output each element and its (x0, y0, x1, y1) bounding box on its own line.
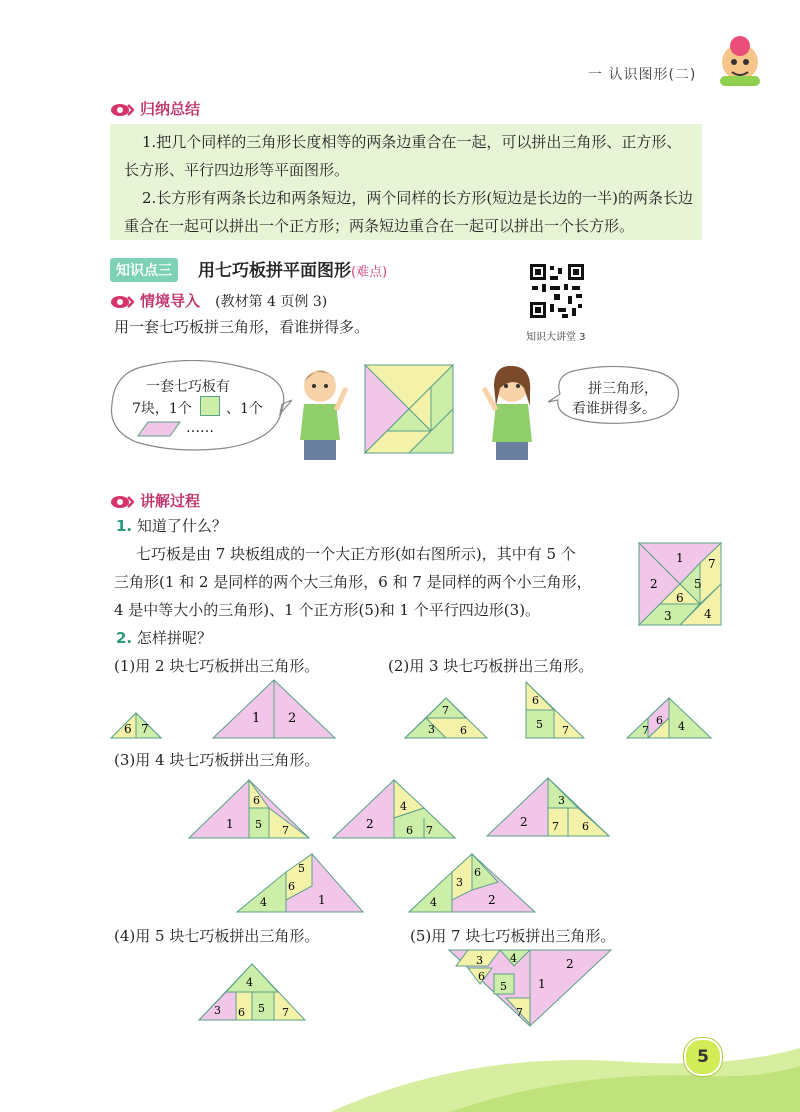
square-piece-swatch (200, 396, 220, 416)
label-7: 7 (442, 704, 449, 717)
label-5: 5 (258, 1002, 265, 1015)
diagram-label-6: 6 (676, 591, 684, 605)
step-4-label: (4)用 5 块七巧板拼出三角形。 (114, 927, 320, 945)
eye-bullet-icon (110, 295, 134, 309)
question-1 (116, 512, 227, 540)
label-5: 5 (500, 980, 507, 993)
question-1-text: 知道了什么？ (136, 517, 227, 535)
diagram-label-1: 1 (676, 551, 684, 565)
summary-title: 归纳总结 (140, 100, 201, 118)
label-6: 6 (124, 722, 132, 736)
knowledge-point-title-text: 用七巧板拼平面图形 (198, 261, 351, 281)
eye-bullet-icon (110, 495, 134, 509)
difficulty-tag: (难点) (351, 265, 388, 280)
intro-title: 情境导入 (140, 292, 201, 310)
label-2: 2 (520, 815, 528, 829)
question-2-number: 2. (116, 629, 133, 647)
label-7: 7 (516, 1006, 523, 1019)
q1-line-2: 三角形(1 和 2 是同样的两个大三角形，6 和 7 是同样的两个小三角形， (114, 573, 592, 591)
step3-triangle-e (408, 852, 536, 914)
summary-heading (110, 98, 200, 119)
label-6: 6 (238, 1006, 245, 1019)
label-7: 7 (642, 724, 649, 737)
label-2: 2 (488, 893, 496, 907)
tangram-square-illustration (364, 364, 454, 454)
label-6: 6 (478, 970, 485, 983)
label-7: 7 (552, 820, 559, 833)
label-6: 6 (406, 824, 413, 837)
label-2: 2 (366, 817, 374, 831)
girl-illustration (474, 362, 544, 464)
tangram-numbered-diagram (638, 542, 722, 626)
label-1: 1 (226, 817, 234, 831)
label-5: 5 (298, 862, 305, 875)
step3-triangle-c (486, 776, 610, 838)
label-7: 7 (141, 722, 149, 736)
step3-triangle-d (236, 852, 364, 914)
boy-illustration (290, 364, 354, 464)
label-7: 7 (426, 824, 433, 837)
bubble-left-line2a: 7块，1个 (132, 401, 192, 417)
diagram-label-2: 2 (650, 577, 658, 591)
intro-heading (110, 290, 327, 311)
step-3-label: (3)用 4 块七巧板拼出三角形。 (114, 751, 320, 769)
explain-title: 讲解过程 (140, 492, 201, 510)
intro-reference: (教材第 4 页例 3) (215, 294, 328, 310)
label-2: 2 (288, 711, 297, 726)
bubble-right-line1: 拼三角形， (588, 381, 658, 397)
chapter-header: 一 认识图形(二) (588, 67, 697, 83)
diagram-label-5: 5 (694, 577, 702, 591)
step3-triangle-a (188, 778, 310, 840)
label-6: 6 (532, 694, 539, 707)
footer-wave-decoration (330, 1040, 800, 1112)
label-1: 1 (252, 711, 261, 726)
question-1-number: 1. (116, 517, 133, 535)
label-4: 4 (246, 976, 253, 989)
q1-line-1: 七巧板是由 7 块板组成的一个大正方形(如右图所示)，其中有 5 个 (136, 545, 576, 563)
step2-triangle-a (404, 696, 488, 740)
label-3: 3 (476, 954, 483, 967)
qr-caption: 知识大讲堂 3 (526, 332, 586, 343)
question-2-text: 怎样拼呢？ (136, 629, 212, 647)
step4-triangle (198, 962, 306, 1022)
label-4: 4 (510, 952, 517, 965)
label-7: 7 (282, 1006, 289, 1019)
label-6: 6 (474, 866, 481, 879)
summary-point-1: 1.把几个同样的三角形长度相等的两条边重合在一起，可以拼出三角形、正方形、长方形、平行四边形等平面图形。 (124, 133, 682, 179)
summary-box (110, 124, 702, 240)
label-6: 6 (582, 820, 589, 833)
bubble-left-line2b: 、1个 (226, 401, 263, 417)
step-1-label: (1)用 2 块七巧板拼出三角形。 (114, 657, 320, 675)
step3-triangle-b (332, 778, 456, 840)
bubble-left-line1: 一套七巧板有 (146, 379, 230, 395)
label-3: 3 (214, 1004, 221, 1017)
q1-line-3: 4 是中等大小的三角形)、1 个正方形(5)和 1 个平行四边形(3)。 (114, 601, 541, 619)
diagram-label-3: 3 (664, 609, 672, 623)
label-7: 7 (562, 724, 569, 737)
summary-point-2: 2.长方形有两条长边和两条短边，两个同样的长方形(短边是长边的一半)的两条长边重合在一起可以拼出一个正方形；两条短边重合在一起可以拼出一个长方形。 (124, 189, 694, 235)
label-4: 4 (678, 720, 685, 733)
question-2 (116, 624, 212, 652)
label-5: 5 (255, 818, 262, 831)
mascot-illustration (716, 32, 764, 88)
page-number: 5 (684, 1038, 722, 1076)
label-4: 4 (400, 800, 407, 813)
label-5: 5 (536, 718, 543, 731)
label-6: 6 (460, 724, 467, 737)
bubble-right-line2: 看谁拼得多。 (572, 401, 656, 417)
label-6: 6 (288, 880, 295, 893)
step1-small-triangle (110, 700, 162, 740)
diagram-label-4: 4 (704, 607, 712, 621)
label-1: 1 (538, 977, 546, 991)
knowledge-point-badge: 知识点三 (110, 258, 178, 282)
label-6: 6 (656, 714, 663, 727)
label-3: 3 (456, 876, 463, 889)
step5-inverted-triangle (448, 948, 612, 1028)
label-2: 2 (566, 957, 574, 971)
label-4: 4 (260, 896, 267, 909)
eye-bullet-icon (110, 103, 134, 117)
step2-triangle-b (524, 680, 586, 740)
label-3: 3 (558, 794, 565, 807)
explain-heading (110, 490, 200, 511)
knowledge-point-title (198, 256, 387, 281)
step-2-label: (2)用 3 块七巧板拼出三角形。 (388, 657, 594, 675)
step-5-label: (5)用 7 块七巧板拼出三角形。 (410, 927, 616, 945)
label-3: 3 (428, 723, 435, 736)
diagram-label-7: 7 (708, 557, 716, 571)
parallelogram-piece-swatch (136, 420, 182, 438)
intro-text: 用一套七巧板拼三角形，看谁拼得多。 (114, 318, 370, 336)
label-6: 6 (253, 794, 260, 807)
label-1: 1 (318, 893, 326, 907)
bubble-left-line3: …… (186, 420, 214, 436)
qr-code[interactable] (528, 262, 586, 320)
step2-triangle-c (626, 696, 712, 740)
step1-large-triangle (212, 678, 336, 740)
label-7: 7 (282, 824, 289, 837)
label-4: 4 (430, 896, 437, 909)
